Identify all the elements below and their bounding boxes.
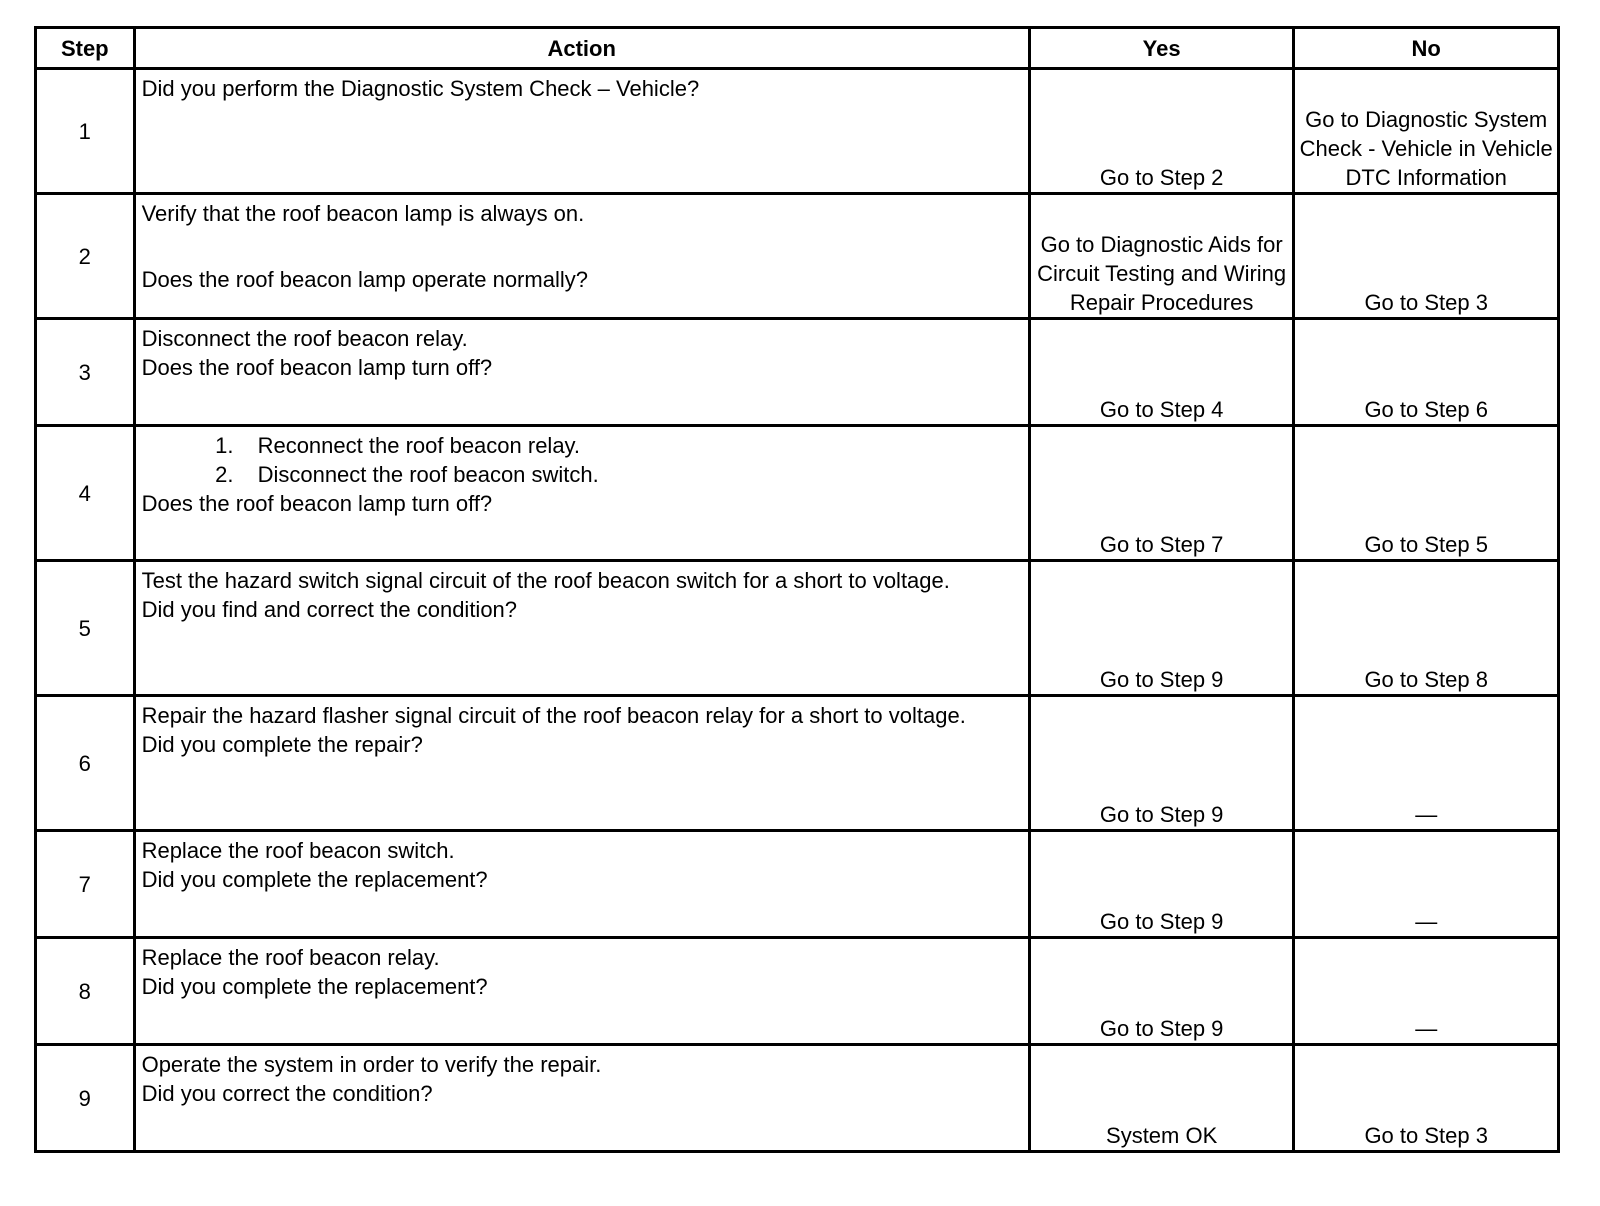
header-no: No [1294,28,1559,69]
substep-item: 1. Reconnect the roof beacon relay. [240,431,1022,460]
table-row [36,1045,1559,1152]
action-question: Did you find and correct the condition? [141,597,518,622]
step-number: 7 [36,831,135,938]
step-number: 6 [36,696,135,831]
action-cell [134,426,1029,561]
action-text: Replace the roof beacon switch. [141,838,455,863]
action-cell [134,938,1029,1045]
yes-cell: Go to Step 9 [1029,831,1294,938]
yes-cell: Go to Step 2 [1029,69,1294,194]
no-cell: Go to Step 3 [1294,194,1559,319]
step-number: 8 [36,938,135,1045]
step-number: 3 [36,319,135,426]
step-number: 2 [36,194,135,319]
diagnostic-table [34,26,1560,1153]
action-cell [134,831,1029,938]
yes-cell: Go to Step 7 [1029,426,1294,561]
yes-cell: Go to Step 9 [1029,938,1294,1045]
no-cell: Go to Step 5 [1294,426,1559,561]
action-text: Disconnect the roof beacon relay. [141,326,468,351]
no-cell: Go to Diagnostic System Check - Vehicle in Vehicle DTC Information [1294,69,1559,194]
action-cell [134,69,1029,194]
table-row [36,319,1559,426]
no-cell [1294,831,1559,938]
action-question: Does the roof beacon lamp turn off? [141,355,493,380]
em-dash: — [1415,802,1438,827]
step-number: 1 [36,69,135,194]
action-question: Does the roof beacon lamp operate normally? [141,267,588,292]
action-cell [134,194,1029,319]
step-number: 9 [36,1045,135,1152]
table-row [36,69,1559,194]
step-number: 4 [36,426,135,561]
action-text: Operate the system in order to verify the repair. [141,1052,602,1077]
em-dash: — [1415,909,1438,934]
table-row [36,696,1559,831]
action-text: Test the hazard switch signal circuit of the roof beacon switch for a short to voltage. [141,568,950,593]
substep-item: 2. Disconnect the roof beacon switch. [240,460,1022,489]
no-cell: Go to Step 8 [1294,561,1559,696]
action-question: Did you complete the replacement? [141,867,488,892]
table-row [36,426,1559,561]
yes-cell: System OK [1029,1045,1294,1152]
action-text: Did you perform the Diagnostic System Check – Vehicle? [141,76,700,101]
action-text: Verify that the roof beacon lamp is always on. [141,201,585,226]
action-cell [134,1045,1029,1152]
header-action: Action [134,28,1029,69]
table-row [36,938,1559,1045]
header-step: Step [36,28,135,69]
no-cell: Go to Step 3 [1294,1045,1559,1152]
action-question: Did you complete the replacement? [141,974,488,999]
action-question: Does the roof beacon lamp turn off? [141,491,493,516]
table-row [36,561,1559,696]
substep-list [142,431,1022,489]
header-yes: Yes [1029,28,1294,69]
no-cell: Go to Step 6 [1294,319,1559,426]
action-cell [134,696,1029,831]
yes-cell: Go to Diagnostic Aids for Circuit Testing and Wiring Repair Procedures [1029,194,1294,319]
no-cell [1294,696,1559,831]
action-question: Did you correct the condition? [141,1081,433,1106]
table-row [36,831,1559,938]
action-question: Did you complete the repair? [141,732,423,757]
action-text: Replace the roof beacon relay. [141,945,440,970]
yes-cell: Go to Step 4 [1029,319,1294,426]
action-text: Repair the hazard flasher signal circuit of the roof beacon relay for a short to voltage. [141,703,966,728]
no-cell [1294,938,1559,1045]
table-row [36,194,1559,319]
action-cell [134,319,1029,426]
em-dash: — [1415,1016,1438,1041]
yes-cell: Go to Step 9 [1029,696,1294,831]
yes-cell: Go to Step 9 [1029,561,1294,696]
header-row [36,28,1559,69]
action-cell [134,561,1029,696]
step-number: 5 [36,561,135,696]
